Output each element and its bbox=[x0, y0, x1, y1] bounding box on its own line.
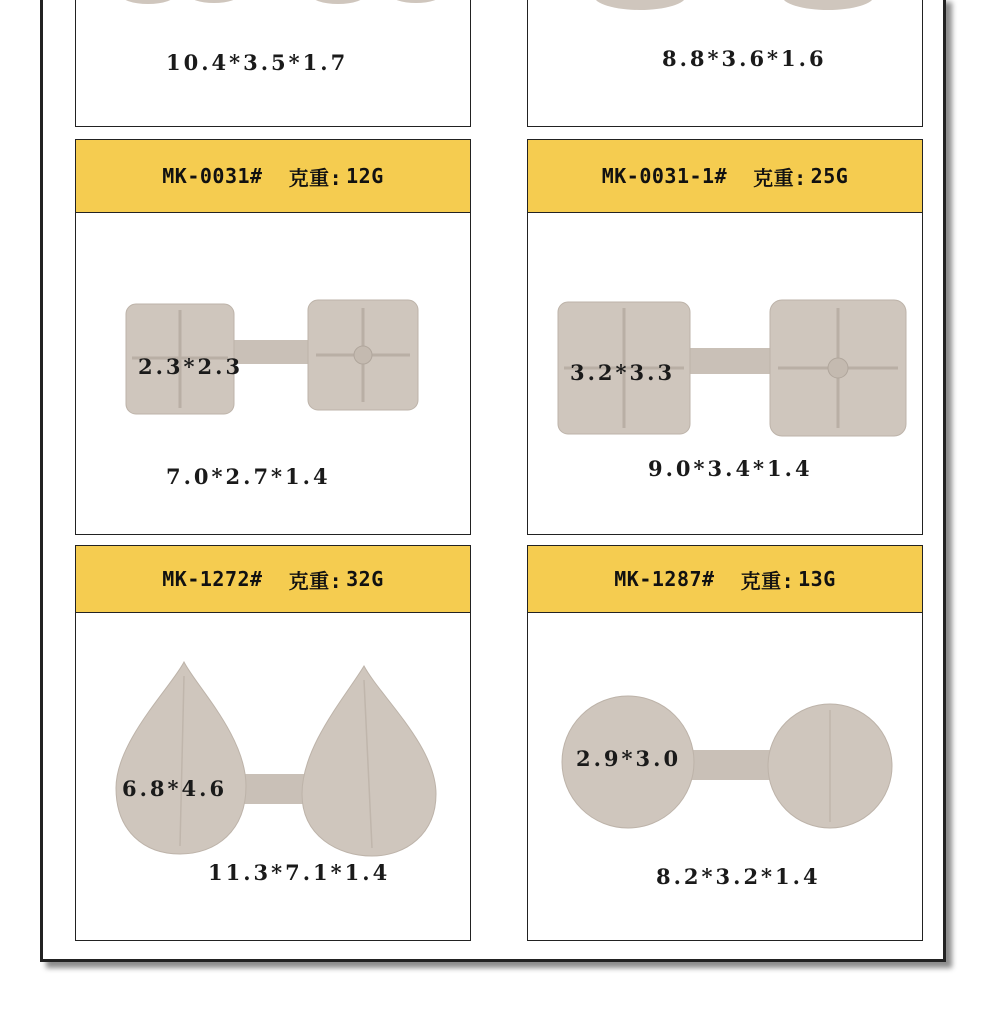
product-cell-mk-0031 bbox=[75, 139, 471, 535]
weight-value: 25G bbox=[810, 164, 849, 188]
dimensions-label: 8.8*3.6*1.6 bbox=[662, 46, 827, 71]
product-code: MK-1287# bbox=[614, 567, 715, 591]
dimensions-label: 11.3*7.1*1.4 bbox=[208, 860, 391, 885]
weight-label: 克重: bbox=[288, 165, 343, 190]
dimensions-label: 9.0*3.4*1.4 bbox=[648, 456, 813, 481]
product-code: MK-1272# bbox=[162, 567, 263, 591]
dimensions-label: 8.2*3.2*1.4 bbox=[656, 864, 821, 889]
inner-size-label: 3.2*3.3 bbox=[570, 360, 676, 385]
product-code: MK-0031-1# bbox=[601, 164, 728, 188]
weight-value: 32G bbox=[346, 567, 384, 591]
weight-value: 13G bbox=[798, 567, 836, 591]
product-header bbox=[76, 546, 470, 613]
weight-label: 克重: bbox=[288, 568, 343, 593]
product-cell-mk-1272 bbox=[75, 545, 471, 941]
product-cell-mk-1287 bbox=[527, 545, 923, 941]
product-cell-top-left bbox=[75, 0, 471, 127]
inner-size-label: 2.3*2.3 bbox=[138, 354, 244, 379]
product-header bbox=[528, 140, 922, 213]
product-cell-mk-0031-1 bbox=[527, 139, 923, 535]
mold-image bbox=[76, 0, 471, 20]
weight-label: 克重: bbox=[753, 165, 807, 190]
petal-mold-image bbox=[76, 656, 471, 866]
mold-image bbox=[528, 0, 923, 20]
dimensions-label: 10.4*3.5*1.7 bbox=[166, 50, 349, 75]
weight-label: 克重: bbox=[740, 568, 795, 593]
inner-size-label: 2.9*3.0 bbox=[576, 746, 682, 771]
product-cell-top-right bbox=[527, 0, 923, 127]
square-flower-mold-image bbox=[76, 290, 471, 450]
weight-value: 12G bbox=[346, 164, 384, 188]
dimensions-label: 7.0*2.7*1.4 bbox=[166, 464, 331, 489]
inner-size-label: 6.8*4.6 bbox=[122, 776, 228, 801]
catalog-sheet bbox=[40, 0, 946, 962]
product-header bbox=[76, 140, 470, 213]
product-header bbox=[528, 546, 922, 613]
product-code: MK-0031# bbox=[162, 164, 263, 188]
